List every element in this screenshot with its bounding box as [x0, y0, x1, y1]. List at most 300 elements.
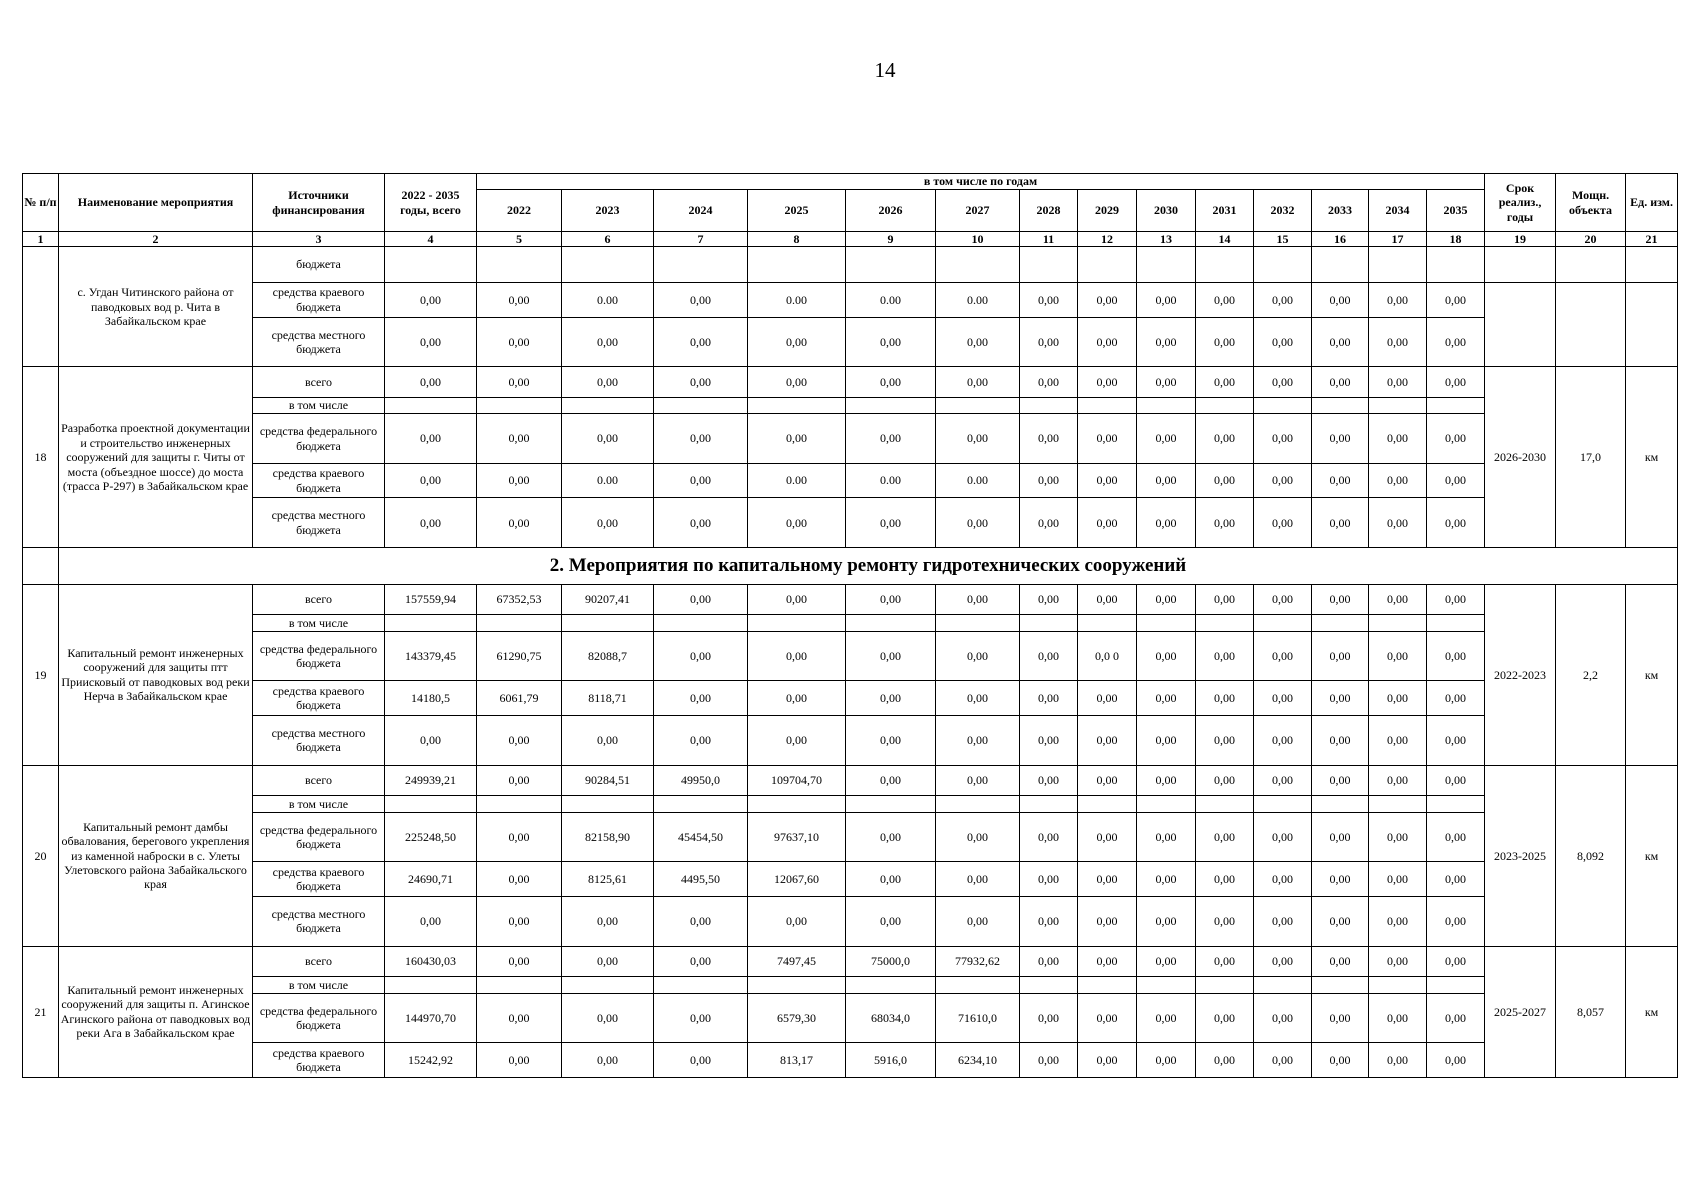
year-value: 0,00	[477, 282, 562, 317]
year-value	[1312, 615, 1369, 631]
header-by-years: в том числе по годам	[477, 174, 1485, 190]
year-value	[1137, 977, 1196, 993]
column-number: 14	[1196, 232, 1254, 247]
header-num: № п/п	[23, 174, 59, 232]
year-value	[748, 615, 846, 631]
year-value: 0,00	[1427, 681, 1485, 716]
funding-source: средства краевого бюджета	[253, 463, 385, 498]
year-value: 0,00	[477, 414, 562, 464]
year-value: 0,00	[1137, 584, 1196, 614]
year-value: 0,00	[1369, 463, 1427, 498]
year-value: 0,00	[477, 862, 562, 897]
year-value: 0,00	[1137, 716, 1196, 766]
year-value: 0,00	[654, 946, 748, 976]
year-value: 0,00	[1369, 765, 1427, 795]
year-value: 0,00	[846, 862, 936, 897]
year-value	[562, 247, 654, 283]
column-number: 19	[1485, 232, 1556, 247]
year-value	[1196, 796, 1254, 812]
column-number: 13	[1137, 232, 1196, 247]
year-value: 0,00	[1369, 946, 1427, 976]
year-value: 0,00	[654, 1043, 748, 1078]
year-value	[1020, 796, 1078, 812]
year-value: 0,00	[936, 716, 1020, 766]
year-value: 0,00	[477, 317, 562, 367]
year-value: 0,00	[1020, 993, 1078, 1043]
year-value	[1137, 796, 1196, 812]
year-value: 0,00	[1427, 1043, 1485, 1078]
total-value: 0,00	[385, 463, 477, 498]
year-value: 0,00	[1254, 946, 1312, 976]
total-value	[385, 796, 477, 812]
year-value: 0,00	[1078, 765, 1137, 795]
total-value: 144970,70	[385, 993, 477, 1043]
year-value	[936, 977, 1020, 993]
table-row	[23, 584, 1678, 614]
year-value	[846, 247, 936, 283]
year-value: 71610,0	[936, 993, 1020, 1043]
year-value	[1020, 977, 1078, 993]
year-value: 0,00	[1020, 862, 1078, 897]
year-value: 6061,79	[477, 681, 562, 716]
year-value: 0,00	[1427, 862, 1485, 897]
column-number: 6	[562, 232, 654, 247]
table-row	[23, 282, 1678, 317]
year-value: 0,00	[1196, 765, 1254, 795]
year-value: 0,00	[1196, 498, 1254, 548]
year-value	[1369, 977, 1427, 993]
item-name: Капитальный ремонт дамбы обвалования, берегового укрепления из каменной наброски в с. Улеты Улетовского района Забайкальского края	[59, 765, 253, 946]
year-value	[1020, 247, 1078, 283]
year-value: 0,00	[846, 716, 936, 766]
capacity-value: 17,0	[1556, 367, 1626, 548]
column-number: 5	[477, 232, 562, 247]
funding-source: средства местного бюджета	[253, 716, 385, 766]
year-value: 0,00	[1369, 812, 1427, 862]
total-value	[385, 397, 477, 413]
unit-value: км	[1626, 765, 1678, 946]
year-value: 0,00	[1312, 1043, 1369, 1078]
total-value: 157559,94	[385, 584, 477, 614]
unit-value: км	[1626, 584, 1678, 765]
year-value: 0,00	[1078, 716, 1137, 766]
table-row	[23, 1043, 1678, 1078]
item-number: 19	[23, 584, 59, 765]
program-table	[22, 173, 1678, 1078]
year-value: 0,00	[1137, 946, 1196, 976]
year-value: 0,00	[748, 631, 846, 681]
year-value: 0,00	[654, 414, 748, 464]
year-value: 0,00	[1369, 1043, 1427, 1078]
section-row	[23, 548, 1678, 585]
year-value: 0,00	[1369, 282, 1427, 317]
year-value: 0,00	[654, 681, 748, 716]
column-number: 21	[1626, 232, 1678, 247]
year-value: 0,00	[562, 896, 654, 946]
year-value: 75000,0	[846, 946, 936, 976]
year-value: 0,00	[1137, 463, 1196, 498]
year-value	[1254, 397, 1312, 413]
header-term: Срок реализ., годы	[1485, 174, 1556, 232]
funding-source: средства краевого бюджета	[253, 862, 385, 897]
term-years	[1485, 282, 1556, 366]
year-value: 0,00	[936, 584, 1020, 614]
year-value: 0,00	[748, 584, 846, 614]
year-value: 0,00	[1196, 463, 1254, 498]
year-value: 0,00	[936, 414, 1020, 464]
year-value: 8118,71	[562, 681, 654, 716]
year-value: 0,00	[1369, 862, 1427, 897]
year-value	[846, 977, 936, 993]
year-value: 0,00	[1078, 1043, 1137, 1078]
header-year: 2028	[1020, 190, 1078, 232]
total-value: 0,00	[385, 317, 477, 367]
header-year: 2032	[1254, 190, 1312, 232]
header-source: Источники финансирования	[253, 174, 385, 232]
year-value	[1427, 796, 1485, 812]
funding-source: всего	[253, 946, 385, 976]
year-value	[1312, 397, 1369, 413]
item-name: Разработка проектной документации и строительство инженерных сооружений для защиты г. Читы от моста (объездное шоссе) до моста (трасса Р-297) в Забайкальском крае	[59, 367, 253, 548]
funding-source: в том числе	[253, 977, 385, 993]
year-value	[936, 615, 1020, 631]
column-number: 1	[23, 232, 59, 247]
year-value: 0,00	[1196, 1043, 1254, 1078]
funding-source: средства краевого бюджета	[253, 681, 385, 716]
funding-source: средства федерального бюджета	[253, 993, 385, 1043]
year-value: 0,00	[477, 993, 562, 1043]
year-value: 0,00	[1020, 463, 1078, 498]
section-title: 2. Мероприятия по капитальному ремонту гидротехнических сооружений	[59, 548, 1678, 585]
year-value: 0,00	[1369, 896, 1427, 946]
capacity-value	[1556, 247, 1626, 283]
year-value: 0,00	[654, 993, 748, 1043]
year-value: 0,00	[1196, 631, 1254, 681]
year-value	[936, 247, 1020, 283]
column-number: 12	[1078, 232, 1137, 247]
table-row	[23, 946, 1678, 976]
year-value: 0,00	[936, 498, 1020, 548]
year-value: 0,00	[1137, 1043, 1196, 1078]
year-value: 0,00	[654, 498, 748, 548]
table-body	[23, 247, 1678, 1078]
year-value: 6579,30	[748, 993, 846, 1043]
funding-source: средства федерального бюджета	[253, 631, 385, 681]
table-row	[23, 463, 1678, 498]
item-name: Капитальный ремонт инженерных сооружений для защиты птт Приисковый от паводковых вод реки Нерча в Забайкальском крае	[59, 584, 253, 765]
year-value: 0,00	[1254, 631, 1312, 681]
header-year: 2025	[748, 190, 846, 232]
year-value: 8125,61	[562, 862, 654, 897]
year-value: 0,00	[748, 317, 846, 367]
year-value: 0,00	[1254, 896, 1312, 946]
year-value: 0,00	[1196, 993, 1254, 1043]
year-value: 0,00	[562, 414, 654, 464]
year-value: 0,00	[1427, 367, 1485, 397]
year-value: 0,00	[1427, 584, 1485, 614]
year-value	[1254, 977, 1312, 993]
year-value: 0,00	[1254, 498, 1312, 548]
year-value: 0,00	[654, 716, 748, 766]
total-value: 0,00	[385, 498, 477, 548]
year-value: 0,00	[1137, 862, 1196, 897]
year-value: 0,00	[477, 463, 562, 498]
year-value: 0,00	[1078, 862, 1137, 897]
year-value: 0,00	[477, 716, 562, 766]
year-value: 109704,70	[748, 765, 846, 795]
year-value	[1312, 977, 1369, 993]
year-value: 0,00	[1020, 896, 1078, 946]
year-value	[1020, 397, 1078, 413]
year-value: 0,00	[562, 993, 654, 1043]
term-years: 2025-2027	[1485, 946, 1556, 1077]
column-number: 10	[936, 232, 1020, 247]
total-value: 0,00	[385, 367, 477, 397]
year-value	[1369, 615, 1427, 631]
table-row	[23, 367, 1678, 397]
year-value: 0,00	[1078, 367, 1137, 397]
year-value	[1078, 397, 1137, 413]
funding-source: средства местного бюджета	[253, 498, 385, 548]
year-value	[1369, 397, 1427, 413]
year-value: 813,17	[748, 1043, 846, 1078]
year-value: 0,00	[936, 631, 1020, 681]
year-value: 0,00	[1137, 414, 1196, 464]
year-value: 0,00	[1312, 946, 1369, 976]
year-value	[654, 615, 748, 631]
year-value	[936, 397, 1020, 413]
year-value: 0,00	[1254, 463, 1312, 498]
year-value: 0,00	[1369, 584, 1427, 614]
year-value: 0,00	[1369, 498, 1427, 548]
year-value	[477, 977, 562, 993]
year-value	[562, 977, 654, 993]
year-value	[748, 796, 846, 812]
header-year: 2022	[477, 190, 562, 232]
column-number: 15	[1254, 232, 1312, 247]
table-row	[23, 862, 1678, 897]
year-value: 0,00	[1078, 414, 1137, 464]
header-capacity: Мощн. объекта	[1556, 174, 1626, 232]
year-value: 0,00	[936, 862, 1020, 897]
funding-source: всего	[253, 367, 385, 397]
item-name: с. Угдан Читинского района от паводковых вод р. Чита в Забайкальском крае	[59, 247, 253, 367]
year-value: 0,00	[1137, 896, 1196, 946]
year-value: 6234,10	[936, 1043, 1020, 1078]
year-value	[562, 397, 654, 413]
column-number: 7	[654, 232, 748, 247]
year-value: 0,00	[1312, 765, 1369, 795]
year-value: 0,00	[1427, 498, 1485, 548]
year-value: 0,00	[748, 681, 846, 716]
year-value: 0,00	[1020, 498, 1078, 548]
year-value: 0.00	[562, 282, 654, 317]
year-value: 0,00	[1254, 317, 1312, 367]
year-value: 0,00	[477, 896, 562, 946]
year-value: 0,00	[846, 317, 936, 367]
year-value: 0,00	[846, 414, 936, 464]
year-value: 0,00	[1254, 862, 1312, 897]
item-number: 21	[23, 946, 59, 1077]
year-value: 0,00	[846, 896, 936, 946]
year-value	[477, 397, 562, 413]
total-value: 0,00	[385, 414, 477, 464]
year-value: 97637,10	[748, 812, 846, 862]
year-value	[1137, 247, 1196, 283]
year-value: 0,00	[748, 716, 846, 766]
year-value: 61290,75	[477, 631, 562, 681]
funding-source: бюджета	[253, 247, 385, 283]
year-value	[1369, 247, 1427, 283]
year-value	[1196, 615, 1254, 631]
year-value: 0,00	[1078, 812, 1137, 862]
year-value: 0,00	[1369, 317, 1427, 367]
year-value: 0,00	[846, 367, 936, 397]
funding-source: в том числе	[253, 615, 385, 631]
term-years: 2026-2030	[1485, 367, 1556, 548]
table-row	[23, 812, 1678, 862]
year-value: 0,00	[846, 584, 936, 614]
year-value: 0,00	[654, 631, 748, 681]
year-value: 0,00	[1254, 765, 1312, 795]
year-value: 0,00	[1020, 414, 1078, 464]
total-value: 15242,92	[385, 1043, 477, 1078]
year-value: 77932,62	[936, 946, 1020, 976]
year-value	[477, 615, 562, 631]
year-value: 0,0 0	[1078, 631, 1137, 681]
total-value	[385, 615, 477, 631]
year-value: 0,00	[1020, 1043, 1078, 1078]
year-value: 0,00	[1427, 946, 1485, 976]
year-value: 0,00	[1196, 862, 1254, 897]
table-row	[23, 498, 1678, 548]
year-value: 0,00	[1369, 631, 1427, 681]
year-value: 90207,41	[562, 584, 654, 614]
total-value: 0,00	[385, 716, 477, 766]
capacity-value: 8,057	[1556, 946, 1626, 1077]
year-value: 0,00	[1137, 681, 1196, 716]
year-value: 0,00	[1020, 946, 1078, 976]
year-value: 0,00	[1196, 716, 1254, 766]
year-value	[1427, 615, 1485, 631]
table-row	[23, 993, 1678, 1043]
total-value: 143379,45	[385, 631, 477, 681]
year-value: 0,00	[1137, 367, 1196, 397]
item-number: 20	[23, 765, 59, 946]
year-value: 0,00	[936, 812, 1020, 862]
year-value: 0,00	[1254, 282, 1312, 317]
capacity-value	[1556, 282, 1626, 366]
year-value: 0,00	[477, 765, 562, 795]
year-value: 0,00	[1137, 993, 1196, 1043]
year-value: 0,00	[1196, 584, 1254, 614]
year-value: 0,00	[1427, 812, 1485, 862]
year-value: 0,00	[846, 765, 936, 795]
year-value	[1427, 977, 1485, 993]
year-value: 0,00	[1196, 317, 1254, 367]
year-value: 0,00	[1196, 282, 1254, 317]
year-value	[562, 796, 654, 812]
table-row	[23, 765, 1678, 795]
header-year: 2026	[846, 190, 936, 232]
funding-source: средства краевого бюджета	[253, 1043, 385, 1078]
year-value	[1020, 615, 1078, 631]
year-value: 0,00	[1078, 681, 1137, 716]
year-value	[477, 247, 562, 283]
year-value: 0,00	[936, 765, 1020, 795]
funding-source: средства краевого бюджета	[253, 282, 385, 317]
year-value: 0,00	[1312, 463, 1369, 498]
year-value: 0,00	[1254, 367, 1312, 397]
total-value: 0,00	[385, 282, 477, 317]
year-value: 0,00	[1078, 993, 1137, 1043]
year-value: 0,00	[936, 317, 1020, 367]
year-value: 0,00	[1196, 896, 1254, 946]
year-value: 0,00	[477, 367, 562, 397]
year-value: 0.00	[846, 463, 936, 498]
year-value: 0,00	[936, 681, 1020, 716]
year-value: 0,00	[1254, 414, 1312, 464]
year-value: 0,00	[1078, 896, 1137, 946]
year-value: 0,00	[562, 946, 654, 976]
table-row	[23, 615, 1678, 631]
year-value: 0,00	[1020, 716, 1078, 766]
funding-source: в том числе	[253, 796, 385, 812]
year-value	[654, 247, 748, 283]
year-value	[1137, 397, 1196, 413]
funding-source: средства федерального бюджета	[253, 414, 385, 464]
header-year: 2031	[1196, 190, 1254, 232]
funding-source: средства местного бюджета	[253, 896, 385, 946]
year-value: 68034,0	[846, 993, 936, 1043]
table-row	[23, 247, 1678, 283]
year-value: 0,00	[1312, 584, 1369, 614]
column-number: 16	[1312, 232, 1369, 247]
year-value: 0.00	[562, 463, 654, 498]
total-value: 0,00	[385, 896, 477, 946]
year-value: 0,00	[1427, 463, 1485, 498]
year-value: 0,00	[1427, 631, 1485, 681]
year-value: 0,00	[1427, 414, 1485, 464]
year-value: 0,00	[846, 812, 936, 862]
year-value: 0.00	[936, 463, 1020, 498]
header-year: 2027	[936, 190, 1020, 232]
year-value: 0.00	[748, 463, 846, 498]
table-row	[23, 796, 1678, 812]
year-value: 90284,51	[562, 765, 654, 795]
header-year: 2033	[1312, 190, 1369, 232]
year-value: 0,00	[1312, 317, 1369, 367]
year-value: 0,00	[1020, 631, 1078, 681]
column-number: 17	[1369, 232, 1427, 247]
year-value: 0,00	[748, 414, 846, 464]
table-header	[23, 174, 1678, 247]
header-year: 2024	[654, 190, 748, 232]
term-years	[1485, 247, 1556, 283]
year-value	[1078, 796, 1137, 812]
year-value: 82088,7	[562, 631, 654, 681]
year-value: 0,00	[1312, 862, 1369, 897]
year-value: 0,00	[654, 367, 748, 397]
year-value: 0,00	[1020, 317, 1078, 367]
unit-value: км	[1626, 946, 1678, 1077]
year-value: 0,00	[748, 498, 846, 548]
year-value	[846, 796, 936, 812]
year-value: 0,00	[654, 317, 748, 367]
year-value: 0,00	[1078, 317, 1137, 367]
funding-source: в том числе	[253, 397, 385, 413]
total-value: 160430,03	[385, 946, 477, 976]
